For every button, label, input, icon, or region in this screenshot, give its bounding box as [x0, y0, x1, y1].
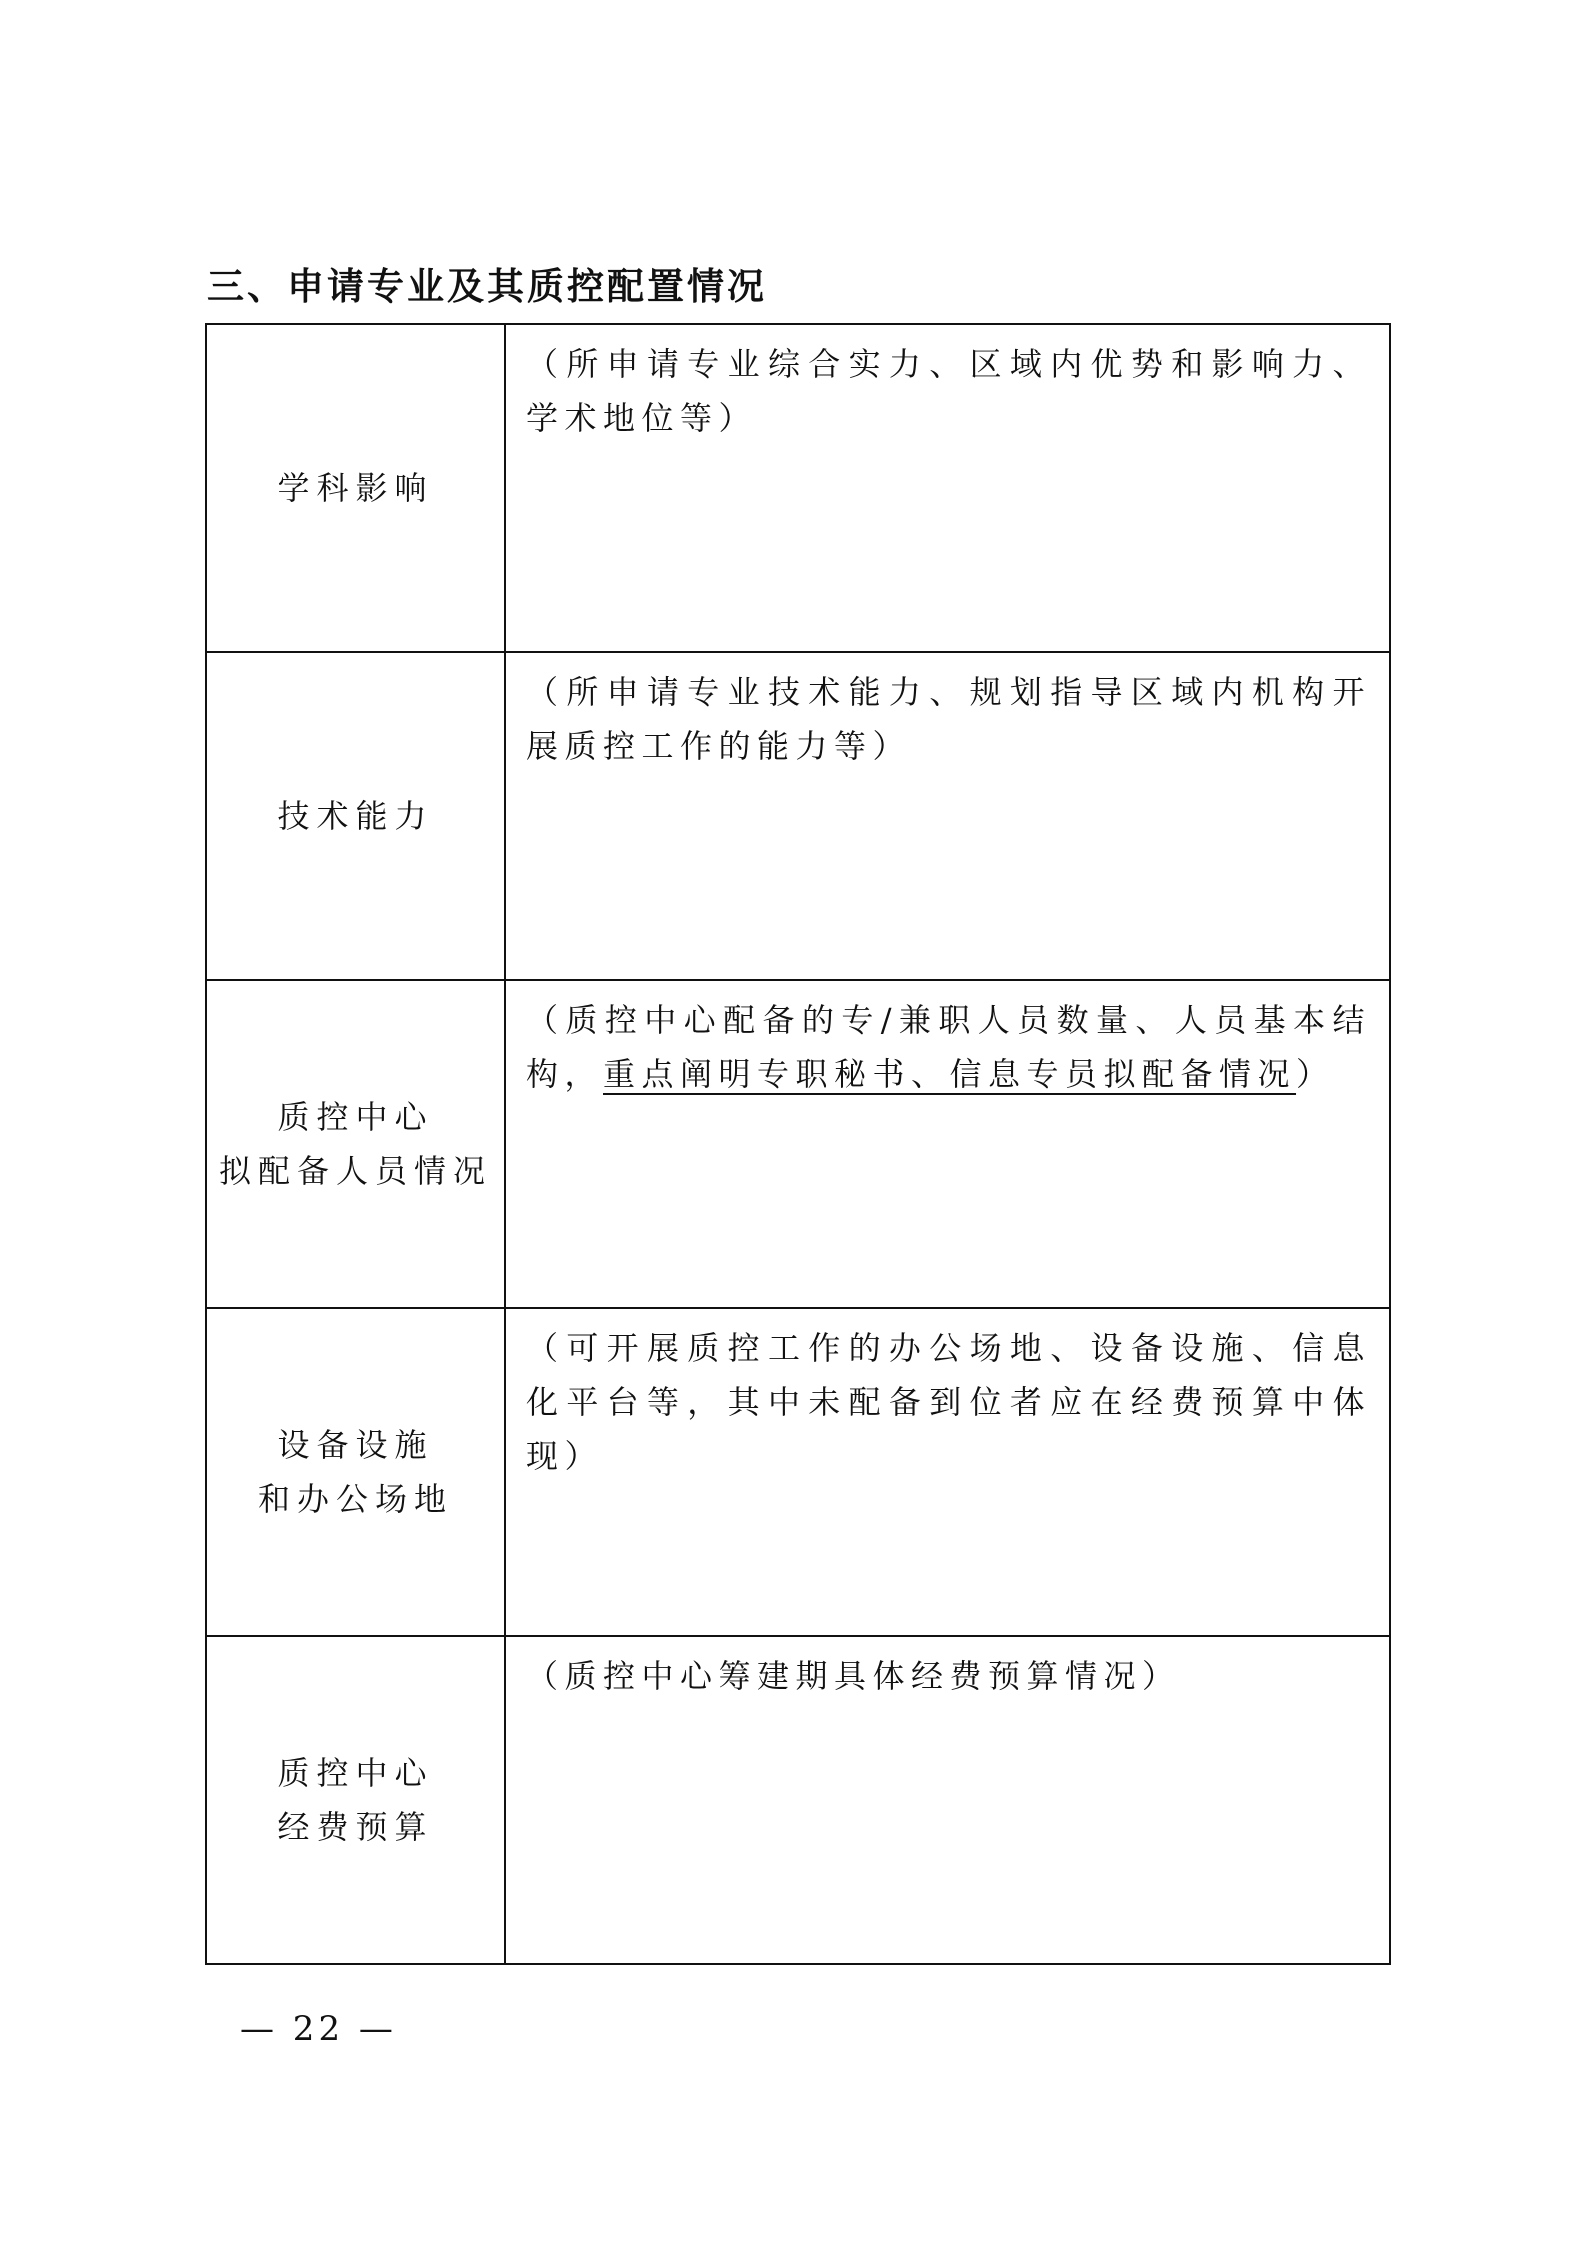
table-row: [206, 652, 1390, 980]
table-row: [206, 324, 1390, 652]
description-underlined-text: 重点阐明专职秘书、信息专员拟配备情况: [603, 1055, 1297, 1093]
row-label-line: 质控中心: [277, 1754, 434, 1792]
description-text: （质控中心配备的专/兼职人员数量、人员基本结构，: [526, 1001, 1371, 1093]
row-label-line: 和办公场地: [257, 1480, 453, 1518]
row-description-discipline-influence: [505, 324, 1390, 652]
row-description-technical-capability: [505, 652, 1390, 980]
row-label-staffing: [206, 980, 505, 1308]
row-label-line: 质控中心: [277, 1098, 434, 1136]
description-text: （质控中心筹建期具体经费预算情况）: [526, 1657, 1181, 1695]
row-description-facilities: [505, 1308, 1390, 1636]
row-label-facilities: [206, 1308, 505, 1636]
section-title: 三、申请专业及其质控配置情况: [207, 265, 767, 308]
row-label-discipline-influence: [206, 324, 505, 652]
row-label-budget: [206, 1636, 505, 1964]
description-text: （所申请专业综合实力、区域内优势和影响力、学术地位等）: [526, 345, 1371, 437]
row-label-line: 学科影响: [277, 469, 434, 507]
row-label-line: 拟配备人员情况: [218, 1152, 492, 1190]
row-description-staffing: [505, 980, 1390, 1308]
page-number: — 22 —: [240, 2009, 397, 2049]
quality-control-config-table: [205, 323, 1391, 1965]
description-text: （可开展质控工作的办公场地、设备设施、信息化平台等，其中未配备到位者应在经费预算中体现）: [526, 1329, 1371, 1475]
row-description-budget: [505, 1636, 1390, 1964]
table-row: [206, 1636, 1390, 1964]
row-label-technical-capability: [206, 652, 505, 980]
table-row: [206, 1308, 1390, 1636]
description-text-end: ）: [1296, 1055, 1335, 1093]
row-label-line: 设备设施: [277, 1426, 434, 1464]
table-row: [206, 980, 1390, 1308]
row-label-line: 经费预算: [277, 1808, 434, 1846]
row-label-line: 技术能力: [277, 797, 434, 835]
description-text: （所申请专业技术能力、规划指导区域内机构开展质控工作的能力等）: [526, 673, 1371, 765]
